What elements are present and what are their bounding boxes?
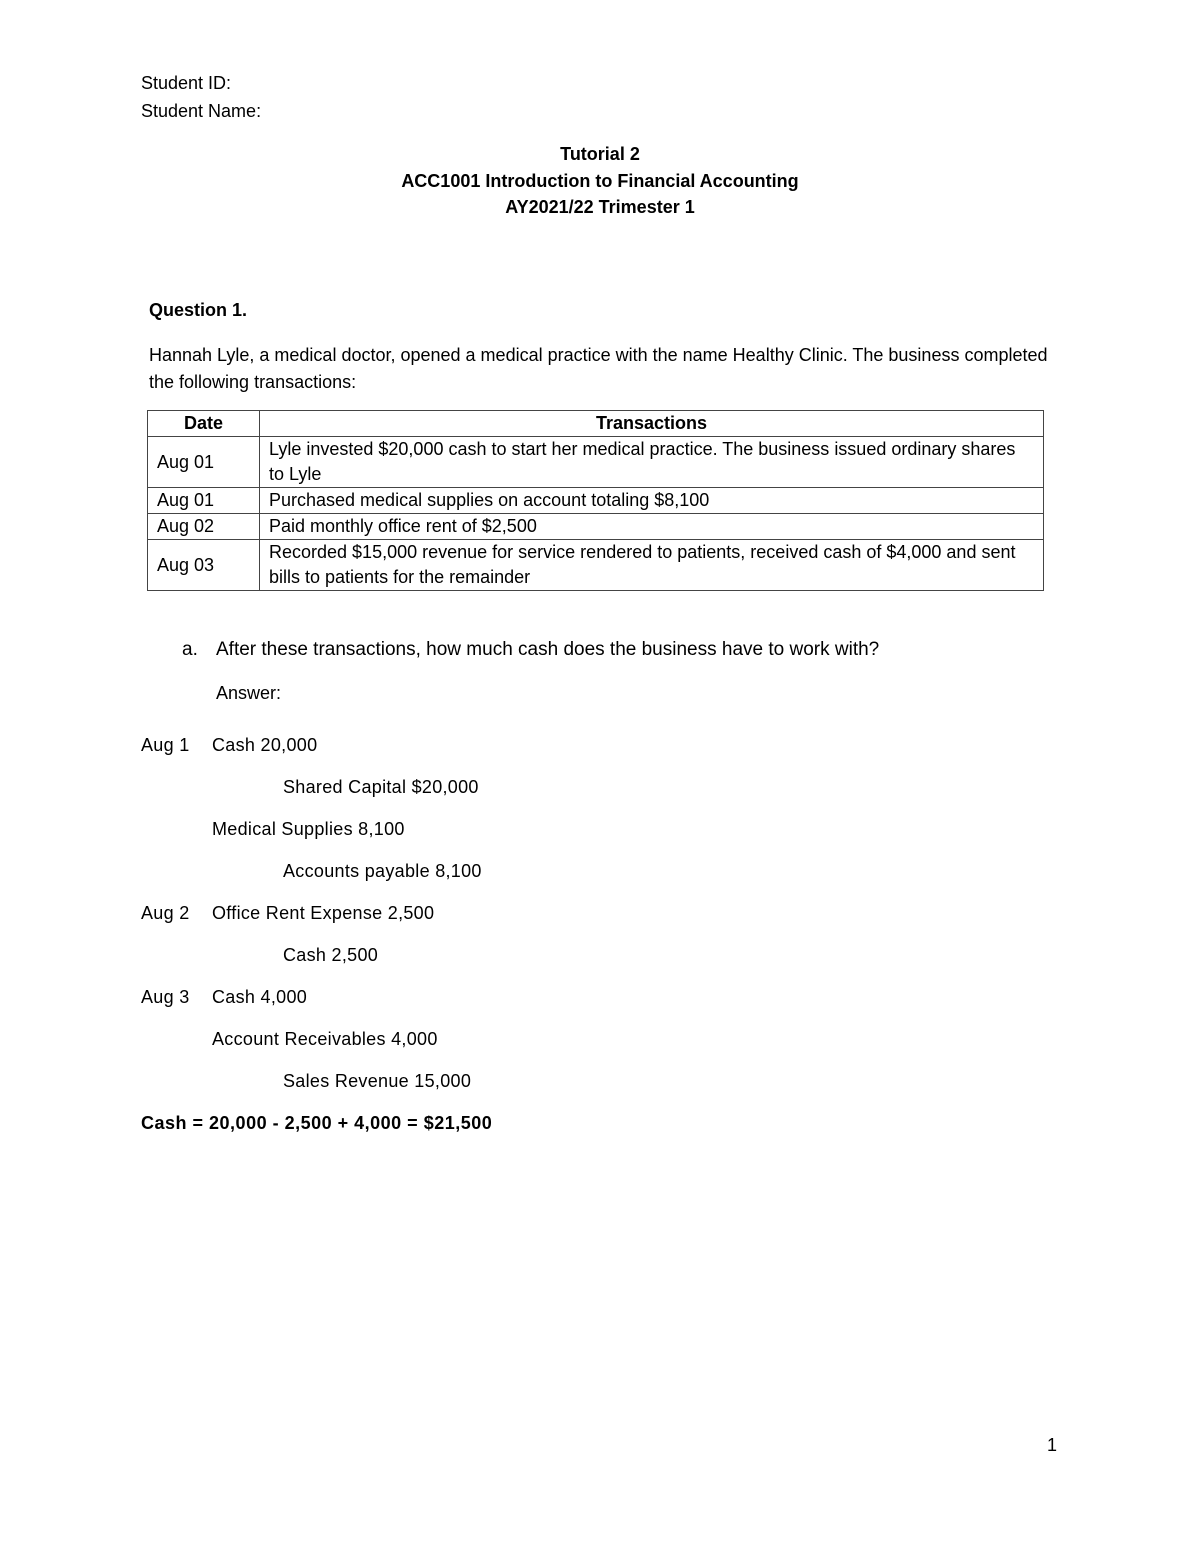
row-date: Aug 01 xyxy=(148,488,260,514)
transactions-column-header: Transactions xyxy=(260,411,1044,437)
row-date: Aug 01 xyxy=(148,437,260,488)
course-title: ACC1001 Introduction to Financial Accounting xyxy=(401,171,799,191)
transactions-table xyxy=(147,410,1044,591)
date-column-header: Date xyxy=(148,411,260,437)
entry-debit: Account Receivables 4,000 xyxy=(212,1029,438,1049)
entry-date: Aug 3 xyxy=(141,987,190,1007)
entry-credit: Accounts payable 8,100 xyxy=(283,861,482,881)
page-number: 1 xyxy=(1047,1435,1058,1455)
row-transaction: Purchased medical supplies on account totaling $8,100 xyxy=(260,488,1044,514)
row-transaction: Paid monthly office rent of $2,500 xyxy=(260,514,1044,540)
cash-total: Cash = 20,000 - 2,500 + 4,000 = $21,500 xyxy=(141,1113,493,1133)
table-row xyxy=(148,488,1044,514)
student-id-label: Student ID: xyxy=(141,73,232,93)
entry-credit: Sales Revenue 15,000 xyxy=(283,1071,472,1091)
question-intro: Hannah Lyle, a medical doctor, opened a medical practice with the name Healthy Clinic. The business completed the following transactions: xyxy=(149,345,1048,392)
tutorial-title: Tutorial 2 xyxy=(560,144,640,164)
row-date: Aug 02 xyxy=(148,514,260,540)
answer-label: Answer: xyxy=(216,683,282,703)
question-title: Question 1. xyxy=(149,300,248,320)
part-a-question: After these transactions, how much cash does the business have to work with? xyxy=(216,639,880,660)
row-transaction: Lyle invested $20,000 cash to start her medical practice. The business issued ordinary shares to Lyle xyxy=(260,437,1044,488)
table-row xyxy=(148,540,1044,591)
table-row xyxy=(148,437,1044,488)
student-name-label: Student Name: xyxy=(141,101,262,121)
entry-date: Aug 1 xyxy=(141,735,190,755)
table-header-row xyxy=(148,411,1044,437)
entry-debit: Office Rent Expense 2,500 xyxy=(212,903,435,923)
row-transaction: Recorded $15,000 revenue for service rendered to patients, received cash of $4,000 and sent bills to patients for the remainder xyxy=(260,540,1044,591)
entry-credit: Shared Capital $20,000 xyxy=(283,777,479,797)
entry-debit: Cash 4,000 xyxy=(212,987,308,1007)
term-title: AY2021/22 Trimester 1 xyxy=(505,197,695,217)
row-date: Aug 03 xyxy=(148,540,260,591)
entry-date: Aug 2 xyxy=(141,903,190,923)
table-row xyxy=(148,514,1044,540)
entry-debit: Cash 20,000 xyxy=(212,735,318,755)
part-a-letter: a. xyxy=(182,639,198,660)
entry-debit: Medical Supplies 8,100 xyxy=(212,819,405,839)
entry-credit: Cash 2,500 xyxy=(283,945,379,965)
